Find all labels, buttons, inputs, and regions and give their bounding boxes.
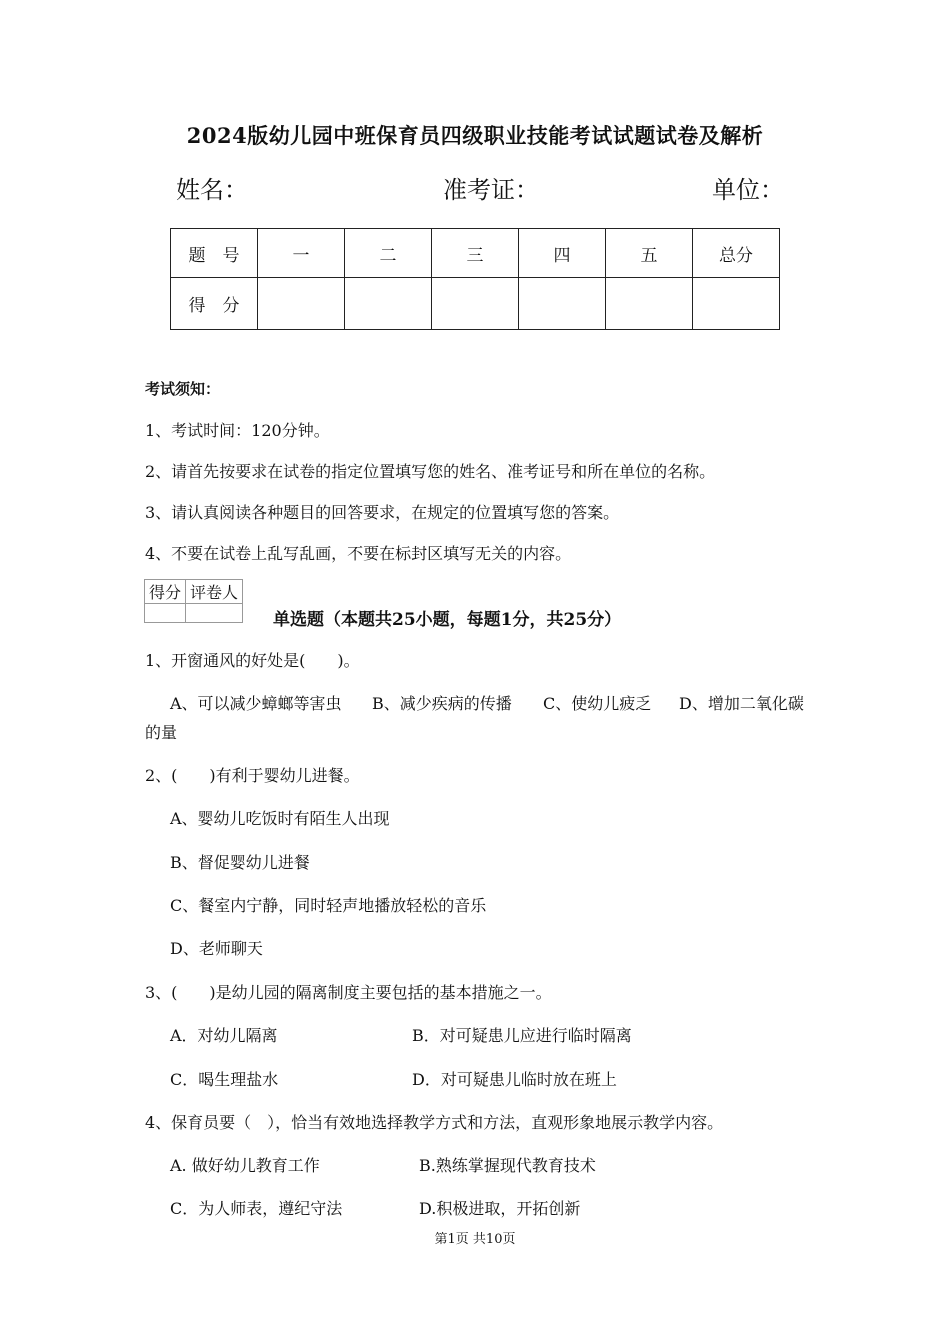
score-row-label: 得 分 bbox=[171, 278, 258, 330]
notice-item: 2、请首先按要求在试卷的指定位置填写您的姓名、准考证号和所在单位的名称。 bbox=[145, 462, 716, 481]
name-label: 姓名： bbox=[176, 176, 248, 204]
question-stem: 2、( )有利于婴幼儿进餐。 bbox=[145, 766, 360, 785]
option-b: B、减少疾病的传播 bbox=[372, 694, 512, 713]
grader-name-cell[interactable] bbox=[186, 604, 243, 623]
option-b: B、督促婴幼儿进餐 bbox=[170, 853, 310, 872]
notice-item: 1、考试时间：120分钟。 bbox=[145, 421, 330, 440]
score-table-score-row bbox=[171, 278, 780, 330]
option-a: A. 做好幼儿教育工作 bbox=[170, 1156, 320, 1175]
notice-item: 4、不要在试卷上乱写乱画，不要在标封区填写无关的内容。 bbox=[145, 544, 572, 563]
option-b: B．对可疑患儿应进行临时隔离 bbox=[412, 1026, 632, 1045]
question-stem: 1、开窗通风的好处是( )。 bbox=[145, 651, 360, 670]
option-d: D．对可疑患儿临时放在班上 bbox=[412, 1070, 617, 1089]
score-table bbox=[170, 228, 780, 330]
header-cell: 总分 bbox=[693, 229, 780, 278]
unit-label: 单位： bbox=[712, 176, 784, 204]
header-cell: 三 bbox=[432, 229, 519, 278]
option-a: A、可以减少蟑螂等害虫 bbox=[170, 694, 342, 713]
notice-heading: 考试须知： bbox=[145, 380, 221, 398]
grader-score-cell[interactable] bbox=[145, 604, 186, 623]
exam-id-label: 准考证： bbox=[443, 176, 539, 204]
grader-box bbox=[144, 579, 243, 623]
question-stem: 3、( )是幼儿园的隔离制度主要包括的基本措施之一。 bbox=[145, 983, 552, 1002]
option-d: D.积极进取，开拓创新 bbox=[419, 1199, 581, 1218]
score-table-header-row bbox=[171, 229, 780, 278]
grader-score-label: 得分 bbox=[145, 580, 186, 604]
question-stem: 4、保育员要（ ），恰当有效地选择教学方式和方法，直观形象地展示教学内容。 bbox=[145, 1113, 724, 1132]
score-cell[interactable] bbox=[432, 278, 519, 330]
option-c: C、餐室内宁静，同时轻声地播放轻松的音乐 bbox=[170, 896, 487, 915]
score-cell[interactable] bbox=[258, 278, 345, 330]
option-c: C、使幼儿疲乏 bbox=[543, 694, 652, 713]
option-continuation: 的量 bbox=[145, 723, 178, 742]
score-cell[interactable] bbox=[606, 278, 693, 330]
section-title: 单选题（本题共25小题，每题1分，共25分） bbox=[273, 610, 622, 630]
page-footer: 第1页 共10页 bbox=[434, 1232, 516, 1247]
option-a: A．对幼儿隔离 bbox=[170, 1026, 278, 1045]
header-cell: 二 bbox=[345, 229, 432, 278]
header-cell: 题 号 bbox=[171, 229, 258, 278]
score-cell[interactable] bbox=[345, 278, 432, 330]
option-d: D、老师聊天 bbox=[170, 939, 263, 958]
document-title: 2024版幼儿园中班保育员四级职业技能考试试题试卷及解析 bbox=[186, 123, 764, 148]
score-cell[interactable] bbox=[693, 278, 780, 330]
header-cell: 一 bbox=[258, 229, 345, 278]
option-a: A、婴幼儿吃饭时有陌生人出现 bbox=[170, 809, 390, 828]
notice-item: 3、请认真阅读各种题目的回答要求，在规定的位置填写您的答案。 bbox=[145, 503, 620, 522]
header-cell: 四 bbox=[519, 229, 606, 278]
grader-name-label: 评卷人 bbox=[186, 580, 243, 604]
option-d: D、增加二氧化碳 bbox=[679, 694, 804, 713]
option-c: C．喝生理盐水 bbox=[170, 1070, 279, 1089]
option-c: C．为人师表，遵纪守法 bbox=[170, 1199, 343, 1218]
option-b: B.熟练掌握现代教育技术 bbox=[419, 1156, 596, 1175]
score-cell[interactable] bbox=[519, 278, 606, 330]
header-cell: 五 bbox=[606, 229, 693, 278]
